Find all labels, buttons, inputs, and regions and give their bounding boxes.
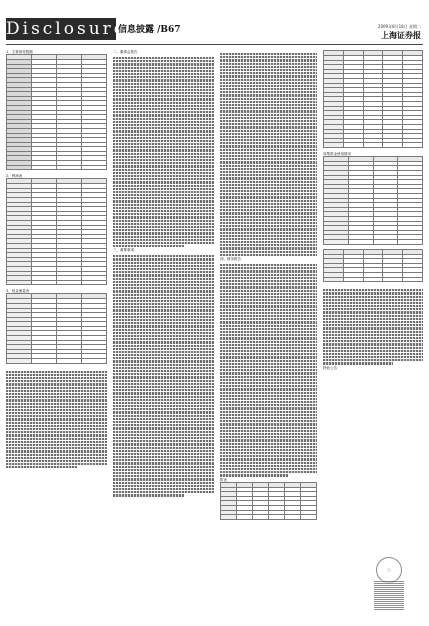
financial-table (6, 54, 107, 170)
column-label: 2、利润表 (6, 174, 23, 179)
cashflow-table (6, 293, 107, 363)
header-divider (6, 44, 423, 45)
column-4 (323, 50, 423, 616)
section-title: 信息披露 /B67 (118, 25, 181, 35)
column-1 (6, 50, 107, 616)
column-label: 募集资金使用情况 (323, 151, 351, 156)
company-seal-icon: ◯ (376, 557, 402, 583)
body-text (220, 50, 317, 256)
issue-date: 2009年8月18日 星期二 (377, 24, 421, 29)
barcode-icon (374, 580, 404, 610)
column-label: 特此公告 (323, 365, 337, 370)
column-label: 三、重要事项 (113, 248, 134, 253)
column-label: 四、财务报告 (220, 257, 241, 261)
column-label: 3、现金流量表 (6, 289, 30, 294)
body-text (220, 261, 317, 477)
column-label: 二、董事会报告 (113, 50, 138, 54)
page-content (6, 50, 423, 616)
info-table (323, 50, 423, 148)
newspaper-name: 上海证券报 (381, 30, 421, 40)
body-text (6, 368, 107, 469)
column-label: 1、主要财务数据 (6, 50, 33, 54)
column-2 (113, 50, 214, 616)
appendix-table (220, 482, 317, 520)
body-text (113, 252, 214, 496)
funds-table (323, 156, 423, 245)
column-3 (220, 50, 317, 616)
page-header (0, 0, 429, 46)
column-label: 附表 (220, 477, 227, 482)
body-text (323, 286, 423, 365)
body-text (113, 54, 214, 247)
income-statement-table (6, 178, 107, 285)
second-funds-table (323, 249, 423, 283)
masthead-logo: Disclosure (6, 19, 127, 39)
